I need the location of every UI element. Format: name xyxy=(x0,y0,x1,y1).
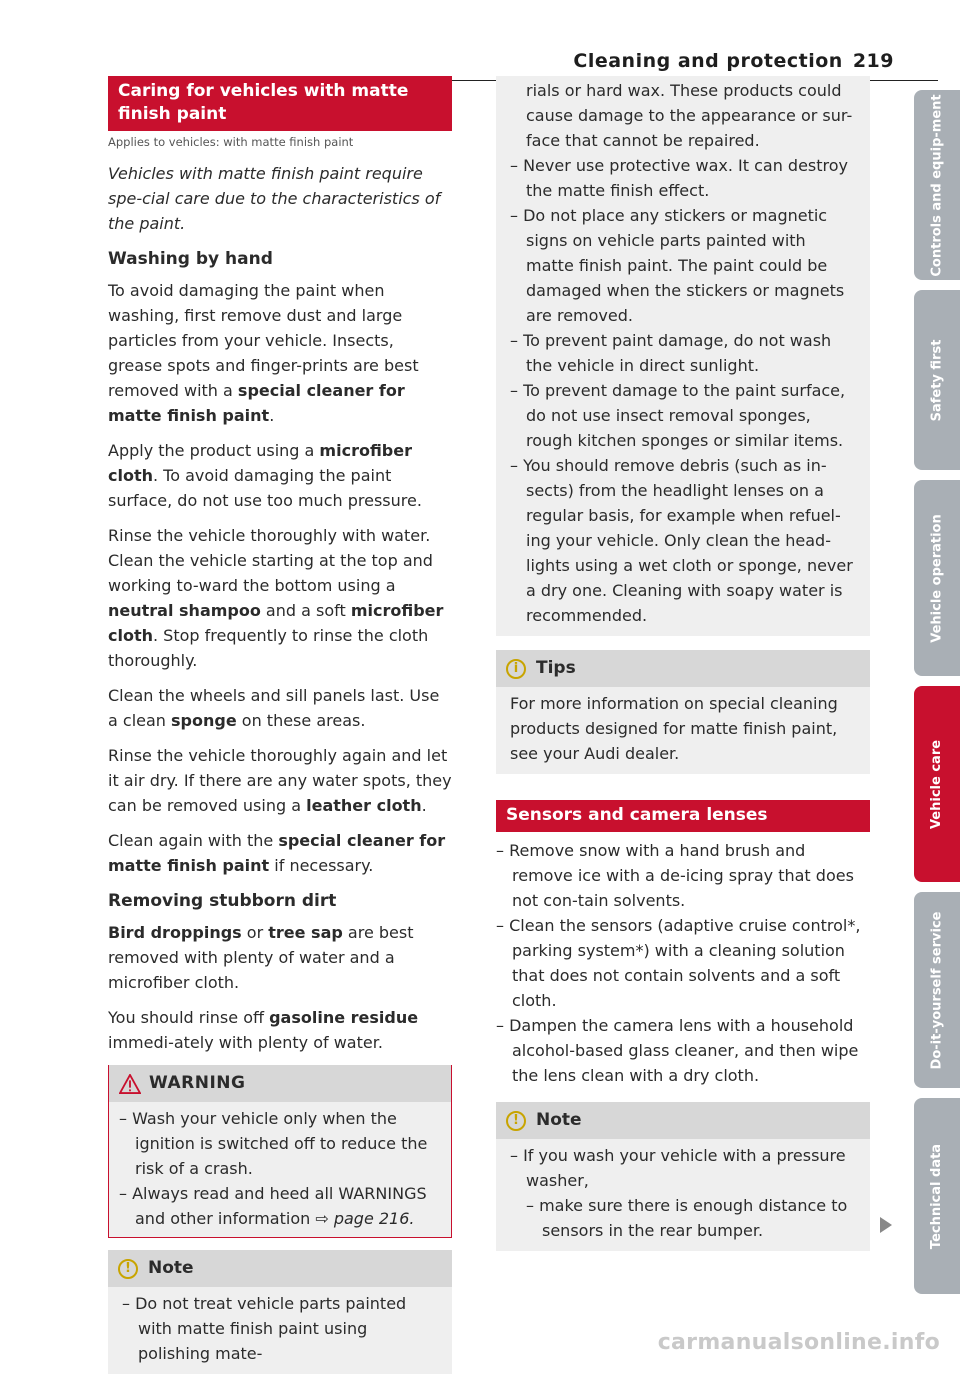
washing-paragraph-1: To avoid damaging the paint when washing, first remove dust and large particles from your vehicle. Insects, grease spots and finger-prints are best removed with a special cleaner for matte finish paint. xyxy=(108,281,419,425)
note-continued-body xyxy=(496,76,870,636)
page-number: 219 xyxy=(852,50,894,72)
warning-header xyxy=(109,1065,451,1102)
note2-title: Note xyxy=(536,1110,582,1130)
section-title-sensors: Sensors and camera lenses xyxy=(496,800,870,832)
tips-header xyxy=(496,650,870,687)
tips-body xyxy=(496,687,870,774)
washing-paragraph-6: Clean again with the special cleaner for matte finish paint if necessary. xyxy=(108,831,446,875)
right-column xyxy=(496,76,870,1251)
warning-item: – Always read and heed all WARNINGS and other information ⇨ page 216. xyxy=(119,1184,427,1228)
header-title: Cleaning and protection xyxy=(573,50,843,72)
note-title: Note xyxy=(148,1258,194,1278)
note2-subitem: – make sure there is enough distance to sensors in the rear bumper. xyxy=(526,1196,848,1240)
warning-triangle-icon xyxy=(119,1074,141,1094)
warning-box xyxy=(108,1065,452,1238)
sensors-item: – Remove snow with a hand brush and remove ice with a de-icing spray that does not con-tain solvents. xyxy=(496,841,854,910)
note-item: – Never use protective wax. It can destroy the matte finish effect. xyxy=(510,156,849,200)
note-item: – Do not treat vehicle parts painted with matte finish paint using polishing mate- xyxy=(122,1294,407,1363)
tips-title: Tips xyxy=(536,658,576,678)
note-item: – To prevent paint damage, do not wash the vehicle in direct sunlight. xyxy=(510,331,832,375)
running-header xyxy=(573,50,894,72)
section-title-matte: Caring for vehicles with matte finish paint xyxy=(108,76,452,131)
note-continued-text: rials or hard wax. These products could cause damage to the appearance or sur-face that cannot be repaired. xyxy=(526,81,853,150)
note-continued-box xyxy=(496,76,870,636)
tab-do-it-yourself[interactable]: Do-it-yourself service xyxy=(914,892,960,1088)
tab-safety[interactable]: Safety first xyxy=(914,290,960,470)
page-ref-link[interactable]: ⇨ page 216. xyxy=(315,1209,415,1228)
continue-arrow-icon xyxy=(880,1217,892,1233)
sensors-list xyxy=(496,838,870,1088)
note2-item: – If you wash your vehicle with a pressure washer, xyxy=(510,1146,846,1190)
washing-paragraph-4: Clean the wheels and sill panels last. Use a clean sponge on these areas. xyxy=(108,686,440,730)
note2-body xyxy=(496,1139,870,1251)
stubborn-paragraph-2: You should rinse off gasoline residue immedi-ately with plenty of water. xyxy=(108,1008,419,1052)
tab-vehicle-operation[interactable]: Vehicle operation xyxy=(914,480,960,676)
stubborn-dirt-heading: Removing stubborn dirt xyxy=(108,891,337,911)
washing-paragraph-5: Rinse the vehicle thoroughly again and let it air dry. If there are any water spots, they can be removed using a leather cloth. xyxy=(108,746,452,815)
note-icon: ! xyxy=(118,1259,138,1279)
sensors-item: – Dampen the camera lens with a household alcohol-based glass cleaner, and then wipe the lens clean with a dry cloth. xyxy=(496,1016,859,1085)
watermark: carmanualsonline.info xyxy=(657,1330,940,1355)
washing-paragraph-2: Apply the product using a microfiber cloth. To avoid damaging the paint surface, do not use too much pressure. xyxy=(108,441,422,510)
note-item: – You should remove debris (such as in-sects) from the headlight lenses on a regular basis, for example when refuel-ing your vehicle. Only clean the head-lights using a wet cloth or sponge, never a dry one. Cleaning with soapy water is recommended. xyxy=(510,456,853,625)
warning-title: WARNING xyxy=(149,1073,246,1093)
warning-item: – Wash your vehicle only when the ignition is switched off to reduce the risk of a crash. xyxy=(119,1109,428,1178)
warning-body xyxy=(109,1102,451,1237)
note2-box xyxy=(496,1102,870,1251)
tab-controls[interactable]: Controls and equip-ment xyxy=(914,90,960,280)
applies-to: Applies to vehicles: with matte finish paint xyxy=(108,135,354,149)
washing-heading: Washing by hand xyxy=(108,249,273,269)
note-icon: ! xyxy=(506,1111,526,1131)
left-column xyxy=(108,76,452,1374)
tips-box xyxy=(496,650,870,774)
stubborn-paragraph-1: Bird droppings or tree sap are best removed with plenty of water and a microfiber cloth. xyxy=(108,923,414,992)
intro-text: Vehicles with matte finish paint require spe-cial care due to the characteristics of the paint. xyxy=(108,164,441,233)
info-icon: i xyxy=(506,659,526,679)
tab-vehicle-care[interactable]: Vehicle care xyxy=(914,686,960,882)
tab-technical-data[interactable]: Technical data xyxy=(914,1098,960,1294)
tips-text: For more information on special cleaning products designed for matte finish paint, see your Audi dealer. xyxy=(510,694,838,763)
sensors-item: – Clean the sensors (adaptive cruise control*, parking system*) with a cleaning solution that does not contain solvents and a soft cloth. xyxy=(496,916,861,1010)
note-item: – Do not place any stickers or magnetic signs on vehicle parts painted with matte finish paint. The paint could be damaged when the stickers or magnets are removed. xyxy=(510,206,845,325)
note-item: – To prevent damage to the paint surface, do not use insect removal sponges, rough kitchen sponges or similar items. xyxy=(510,381,846,450)
note-header xyxy=(108,1250,452,1287)
note-box xyxy=(108,1250,452,1374)
note2-header xyxy=(496,1102,870,1139)
washing-paragraph-3: Rinse the vehicle thoroughly with water. Clean the vehicle starting at the top and working to-ward the bottom using a neutral shampoo and a soft microfiber cloth. Stop frequently to rinse the cloth thoroughly. xyxy=(108,526,444,670)
